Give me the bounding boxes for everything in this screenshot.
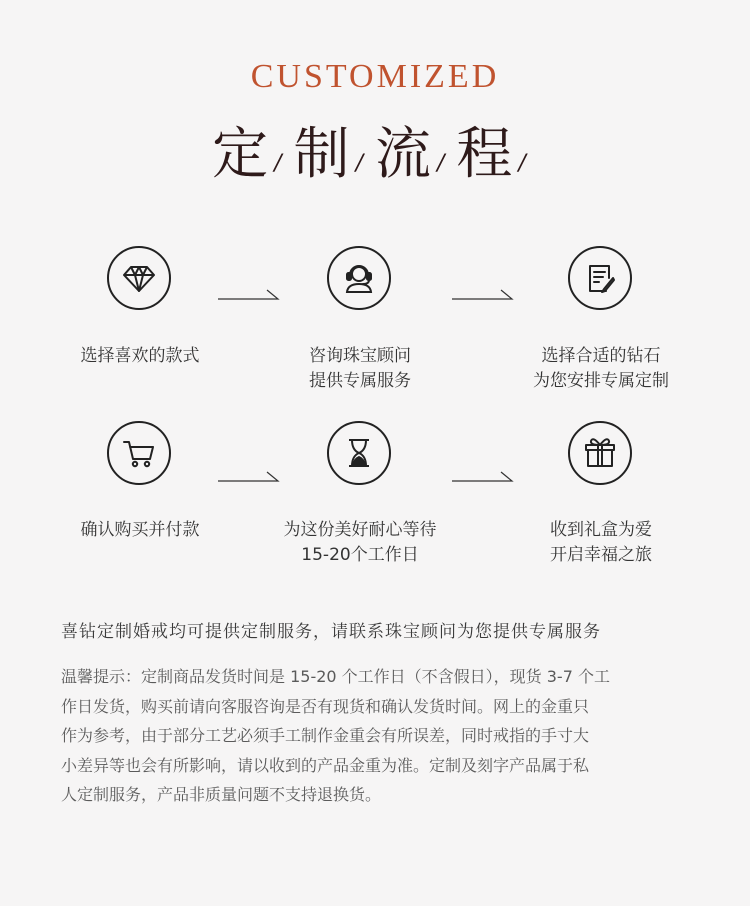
title-char-4: 程 bbox=[456, 122, 513, 187]
title-char-3: 流 bbox=[375, 122, 431, 187]
step-2-line-1: 咨询珠宝顾问 bbox=[309, 346, 411, 366]
step-5-line-1: 为这份美好耐心等待 bbox=[283, 520, 437, 540]
arrow-connector bbox=[218, 470, 280, 482]
shopping-cart-icon bbox=[119, 433, 159, 473]
step-6-line-1: 收到礼盒为爱 bbox=[550, 520, 652, 540]
step-6-line-2: 开启幸福之旅 bbox=[550, 545, 652, 565]
notice-line-4: 小差异等也会有所影响，请以收到的产品金重为准。定制及刻字产品属于私 bbox=[61, 755, 590, 775]
title-separator: / bbox=[518, 151, 526, 176]
step-3-circle bbox=[568, 246, 632, 310]
diamond-icon bbox=[119, 258, 159, 298]
step-2-line-2: 提供专属服务 bbox=[309, 371, 411, 391]
arrow-connector bbox=[452, 470, 514, 482]
title-english: CUSTOMIZED bbox=[250, 58, 500, 95]
headset-consultant-icon bbox=[339, 258, 379, 298]
title-separator: / bbox=[437, 151, 445, 176]
step-5-line-2: 15-20个工作日 bbox=[301, 545, 419, 565]
notice-line-2: 作日发货，购买前请向客服咨询是否有现货和确认发货时间。网上的金重只 bbox=[61, 696, 590, 716]
notice-line-1: 温馨提示：定制商品发货时间是 15-20 个工作日（不含假日），现货 3-7 个工 bbox=[61, 667, 610, 686]
step-5-circle bbox=[327, 421, 391, 485]
step-4-line-1: 确认购买并付款 bbox=[80, 520, 200, 540]
step-3-text bbox=[481, 344, 721, 394]
step-1-line-1: 选择喜欢的款式 bbox=[80, 346, 200, 366]
arrow-connector bbox=[218, 288, 280, 300]
gift-box-icon bbox=[580, 433, 620, 473]
step-6-text bbox=[481, 518, 721, 568]
title-separator: / bbox=[355, 151, 363, 176]
step-1-circle bbox=[107, 246, 171, 310]
step-4-text bbox=[20, 518, 260, 543]
intro-text: 喜钻定制婚戒均可提供定制服务，请联系珠宝顾问为您提供专属服务 bbox=[61, 622, 601, 642]
arrow-connector bbox=[452, 288, 514, 300]
hourglass-icon bbox=[339, 433, 379, 473]
step-2-circle bbox=[327, 246, 391, 310]
step-2-text bbox=[240, 344, 480, 394]
step-3-line-2: 为您安排专属定制 bbox=[533, 371, 669, 391]
step-1-text bbox=[20, 344, 260, 369]
step-5-text bbox=[240, 518, 480, 568]
title-separator: / bbox=[274, 151, 282, 176]
document-pen-icon bbox=[580, 258, 620, 298]
step-4-circle bbox=[107, 421, 171, 485]
notice-line-5: 人定制服务，产品非质量问题不支持退换货。 bbox=[61, 785, 382, 805]
title-char-2: 制 bbox=[293, 122, 350, 187]
step-6-circle bbox=[568, 421, 632, 485]
title-chinese bbox=[0, 122, 750, 188]
step-3-line-1: 选择合适的钻石 bbox=[541, 346, 661, 366]
notice-paragraph bbox=[61, 662, 693, 810]
title-char-1: 定 bbox=[212, 122, 269, 187]
notice-line-3: 作为参考，由于部分工艺必须手工制作金重会有所误差，同时戒指的手寸大 bbox=[61, 726, 590, 746]
